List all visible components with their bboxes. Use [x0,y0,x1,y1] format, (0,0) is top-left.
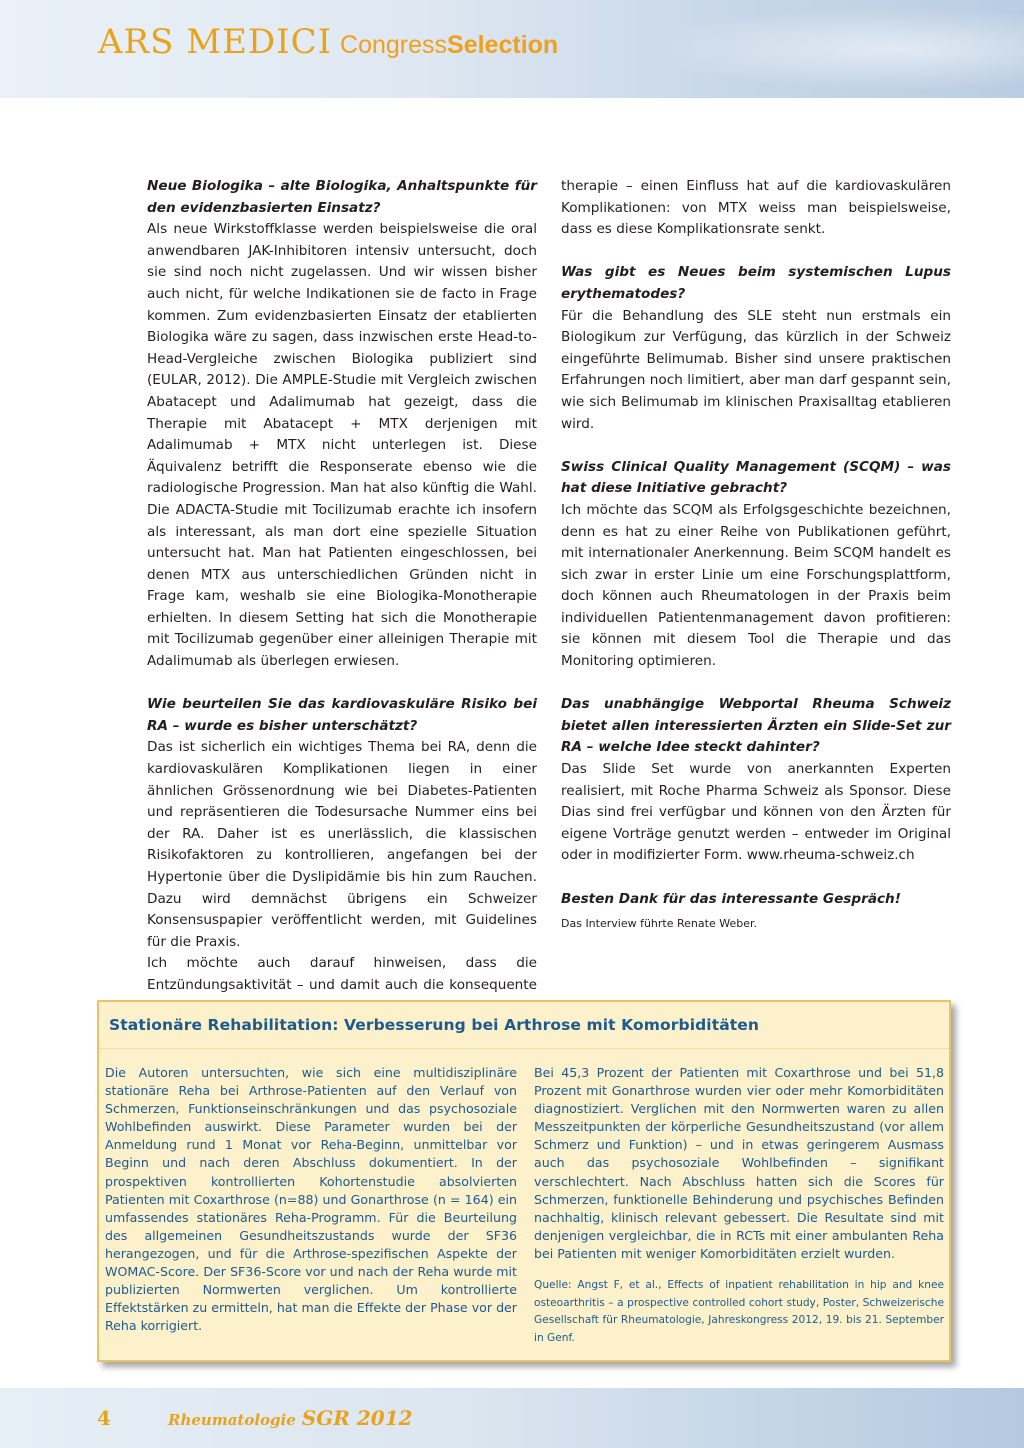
question-heading: Swiss Clinical Quality Management (SCQM) – was hat diese Initiative gebracht? [561,458,951,497]
page-number: 4 [97,1406,111,1430]
answer-paragraph: therapie – einen Einfluss hat auf die kardiovaskulären Komplikationen: von MTX weiss man beispielsweise, dass es diese Komplikationsrate senkt. [561,178,951,238]
footer-band [0,1388,1024,1448]
answer-paragraph: Für die Behandlung des SLE steht nun erstmals ein Biologikum zur Verfügung, das kürzlich in der Schweiz eingeführte Belimumab. Bisher sind unsere praktischen Erfahrungen noch limitiert, aber man darf gespannt sein, wie sich Belimumab im klinischen Praxisalltag etablieren wird. [561,307,951,432]
publication-logo [98,22,558,62]
answer-paragraph: Ich möchte das SCQM als Erfolgsgeschichte bezeichnen, denn es hat zu einer Reihe von Publikationen geführt, mit internationaler Anerkennung. Beim SCQM handelt es sich zwar in erster Linie um eine Forschungsplattform, doch können auch Rheumatologen in der Praxis beim individuellen Patientenmanagement davon profitieren: sie können mit diesem Tool die Therapie und das Monitoring optimieren. [561,501,951,670]
interview-credit: Das Interview führte Renate Weber. [561,917,757,931]
answer-paragraph: Das ist sicherlich ein wichtiges Thema bei RA, denn die kardiovaskulären Komplikationen liegen in einer ähnlichen Grössenordnung wie bei Diabetes-Patienten und repräsentieren die Todesursache Nummer eins bei der RA. Daher ist es unerlässlich, die klassischen Risikofaktoren zu kontrollieren, angefangen bei der Hypertonie über die Dyslipidämie bis hin zum Rauchen. Dazu wird demnächst übrigens ein Schweizer Konsensuspapier veröffentlicht werden, mit Guidelines für die Praxis. [147,739,537,950]
info-box-column-right [534,1064,944,1347]
question-heading: Was gibt es Neues beim systemischen Lupus erythematodes? [561,264,951,302]
journal-title [168,1406,413,1430]
logo-brand: ARS MEDICI [98,22,333,62]
article-column-left [147,176,537,1018]
closing-thanks: Besten Dank für das interessante Gespräch! [561,890,901,907]
logo-congress: Congress [340,31,448,59]
header-decoration [604,0,1024,98]
info-box-divider [99,1048,949,1049]
question-heading: Das unabhängige Webportal Rheuma Schweiz bietet allen interessierten Ärzten ein Slide-Set zur RA – welche Idee steckt dahinter? [561,696,951,756]
answer-paragraph: Als neue Wirkstoffklasse werden beispielsweise die oral anwendbaren JAK-Inhibitoren intensiv untersucht, doch sie sind noch nicht zugelassen. Und wir wissen bisher auch nicht, für welche Indikationen sie de facto in Frage kommen. Zum evidenzbasierten Einsatz der etablierten Biologika wäre zu sagen, dass inzwischen erste Head-to-Head-Vergleiche zwischen Biologika publiziert sind (EULAR, 2012). Die AMPLE-Studie mit Vergleich zwischen Abatacept und Adalimumab hat gezeigt, dass die Therapie mit Abatacept + MTX derjenigen mit Adalimumab + MTX nicht unterlegen ist. Diese Äquivalenz betrifft die Responserate ebenso wie die radiologische Progression. Man hat also künftig die Wahl. Die ADACTA-Studie mit Tocilizumab erachte ich insofern als interessant, als man dort eine spezielle Situation untersucht hat. Man hat Patienten eingeschlossen, bei denen MTX aus unterschiedlichen Gründen nicht in Frage kam, weshalb sie eine Biologika-Monotherapie erhielten. In diesem Setting hat sich die Monotherapie mit Tocilizumab gegenüber einer alleinigen Therapie mit Adalimumab als überlegen erwiesen. [147,221,537,670]
info-box [97,1000,951,1362]
journal-name: Rheumatologie [168,1411,296,1429]
info-box-paragraph: Bei 45,3 Prozent der Patienten mit Coxarthrose und bei 51,8 Prozent mit Gonarthrose wurden vier oder mehr Komorbiditäten diagnostiziert. Verglichen mit den Normwerten waren zu allen Messzeitpunkten der körperliche Gesundheitszustand (vor allem Schmerz und Funktion) – und in etwas geringerem Ausmass auch das psychosoziale Wohlbefinden – signifikant verschlechtert. Nach Abschluss hatten sich die Scores für Schmerzen, funktionelle Behinderung und psychisches Befinden nachhaltig, klinisch relevant gebessert. Die Resultate sind mit denjenigen vergleichbar, die in RCTs mit einer ambulanten Reha bei Patienten mit weniger Komorbiditäten erzielt wurden. [534,1065,944,1261]
info-box-column-left [105,1064,517,1335]
answer-paragraph: Ich möchte auch darauf hinweisen, dass die Entzündungsaktivität – und damit auch die konsequente [147,955,537,993]
info-box-title: Stationäre Rehabilitation: Verbesserung bei Arthrose mit Komorbiditäten [109,1016,760,1034]
info-box-paragraph: Die Autoren untersuchten, wie sich eine multidisziplinäre stationäre Reha bei Arthrose-Patienten auf den Verlauf von Schmerzen, Funktionseinschränkungen und das psychosoziale Wohlbefinden auswirkt. Diese Parameter wurden bei der Anmeldung rund 1 Monat vor Reha-Beginn, unmittelbar vor Beginn und nach deren Abschluss dokumentiert. In der prospektiven kontrollierten Kohortenstudie absolvierten Patienten mit Coxarthrose (n=88) und Gonarthrose (n = 164) ein umfassendes stationäres Reha-Programm. Für die Beurteilung des allgemeinen Gesundheitszustands wurde der SF36 herangezogen, und für die Arthrose-spezifischen Aspekte der WOMAC-Score. Der SF36-Score vor und nach der Reha wurde mit publizierten Normwerten verglichen. Um kontrollierte Effektstärken zu ermitteln, hat man die Effekte der Phase vor der Reha korrigiert. [105,1065,517,1334]
question-heading: Neue Biologika – alte Biologika, Anhaltspunkte für den evidenzbasierten Einsatz? [147,178,537,216]
article-column-right [561,176,951,932]
logo-selection: Selection [447,31,559,59]
journal-issue: SGR 2012 [301,1406,413,1430]
info-box-source: Quelle: Angst F, et al., Effects of inpatient rehabilitation in hip and knee osteoarthritis – a prospective controlled cohort study, Poster, Schweizerische Gesellschaft für Rheumatologie, Jahreskongress 2012, 19. bis 21. September in Genf. [534,1279,944,1344]
question-heading: Wie beurteilen Sie das kardiovaskuläre Risiko bei RA – wurde es bisher unterschätzt? [147,696,537,734]
answer-paragraph: Das Slide Set wurde von anerkannten Experten realisiert, mit Roche Pharma Schweiz als Sponsor. Diese Dias sind frei verfügbar und können von den Ärzten für eigene Vorträge genutzt werden – entweder im Original oder in modifizierter Form. www.rheuma-schweiz.ch [561,761,951,864]
